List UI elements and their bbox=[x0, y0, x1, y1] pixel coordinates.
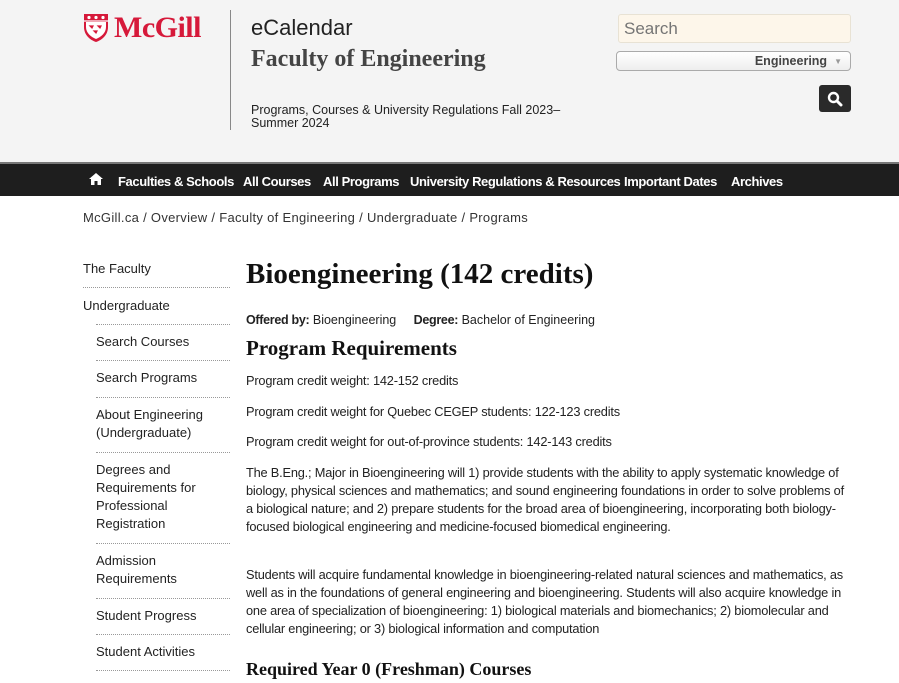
calendar-subtitle: Programs, Courses & University Regulations Fall 2023–Summer 2024 bbox=[251, 103, 561, 130]
nav-all-courses[interactable]: All Courses bbox=[243, 174, 311, 189]
sidebar-item-degrees-requirements[interactable]: Degrees and Requirements for Professional Registration bbox=[96, 462, 196, 531]
sidebar-item-search-programs[interactable]: Search Programs bbox=[96, 370, 198, 385]
faculty-title[interactable]: Faculty of Engineering bbox=[251, 46, 486, 72]
credit-weight: Program credit weight: 142-152 credits bbox=[246, 373, 459, 388]
sidebar-item-student-progress[interactable]: Student Progress bbox=[96, 608, 197, 623]
program-description-1: The B.Eng.; Major in Bioengineering will 1) provide students with the ability to apply systematic knowledge of biology, physical sciences and mathematics; and sound engineering foundations in order to solve problems of a biological nature; and 2) prepare students for the broad area of bioengineering, incorporating both biology-focused biological engineering and medicine-focused biomedical engineering. bbox=[246, 465, 844, 534]
breadcrumb-faculty[interactable]: Faculty of Engineering bbox=[219, 210, 356, 225]
nav-archives[interactable]: Archives bbox=[731, 174, 783, 189]
mcgill-shield-icon bbox=[83, 13, 109, 43]
page-title: Bioengineering (142 credits) bbox=[246, 258, 594, 290]
sidebar-divider bbox=[83, 287, 230, 288]
nav-important-dates[interactable]: Important Dates bbox=[624, 174, 717, 189]
nav-home-link[interactable] bbox=[89, 172, 103, 190]
header-divider bbox=[230, 10, 231, 130]
sidebar-item-about-engineering[interactable]: About Engineering (Undergraduate) bbox=[96, 407, 203, 440]
sidebar-divider bbox=[96, 634, 230, 635]
chevron-down-icon: ▼ bbox=[834, 56, 842, 66]
app-name[interactable]: eCalendar bbox=[251, 15, 353, 40]
sidebar-divider bbox=[96, 324, 230, 325]
breadcrumb-separator: / bbox=[139, 210, 151, 225]
year0-courses-heading: Required Year 0 (Freshman) Courses bbox=[246, 659, 532, 679]
breadcrumb-separator: / bbox=[457, 210, 470, 225]
program-description-2: Students will acquire fundamental knowledge in bioengineering-related natural sciences and mathematics, as well as in the foundations of general engineering and bioengineering. Students will also acquire knowledge in one area of specialization of bioengineering: 1) biological materials and biomechanics; 2) biomolecular and cellular engineering; or 3) biological information and computation bbox=[246, 567, 843, 636]
logo-text: McGill bbox=[114, 11, 201, 44]
scope-select[interactable] bbox=[616, 51, 851, 71]
nav-university-regulations[interactable]: University Regulations & Resources bbox=[410, 174, 621, 189]
degree-label: Degree: bbox=[413, 313, 459, 327]
mcgill-logo[interactable] bbox=[83, 13, 201, 43]
breadcrumb-mcgill[interactable]: McGill.ca bbox=[83, 210, 140, 225]
sidebar-item-admission-requirements[interactable]: Admission Requirements bbox=[96, 553, 177, 586]
sidebar-item-search-courses[interactable]: Search Courses bbox=[96, 334, 190, 349]
search-button[interactable] bbox=[819, 85, 851, 112]
breadcrumb-overview[interactable]: Overview bbox=[150, 210, 208, 225]
search-input[interactable] bbox=[618, 14, 851, 43]
nav-faculties-schools[interactable]: Faculties & Schools bbox=[118, 174, 234, 189]
nav-all-programs[interactable]: All Programs bbox=[323, 174, 400, 189]
scope-select-value: Engineering bbox=[754, 54, 828, 68]
search-icon bbox=[827, 91, 843, 107]
home-icon bbox=[89, 173, 103, 185]
degree-value: Bachelor of Engineering bbox=[461, 313, 596, 327]
sidebar-item-undergraduate[interactable]: Undergraduate bbox=[83, 298, 170, 313]
sidebar-divider bbox=[96, 670, 230, 671]
sidebar-divider bbox=[96, 598, 230, 599]
sidebar-item-the-faculty[interactable]: The Faculty bbox=[83, 261, 151, 276]
breadcrumb-separator: / bbox=[207, 210, 220, 225]
program-requirements-heading: Program Requirements bbox=[246, 336, 457, 360]
breadcrumb-undergraduate[interactable]: Undergraduate bbox=[366, 210, 458, 225]
sidebar-divider bbox=[96, 543, 230, 544]
main-nav bbox=[0, 162, 899, 196]
breadcrumb bbox=[83, 210, 528, 225]
sidebar-item-student-activities[interactable]: Student Activities bbox=[96, 644, 195, 659]
credit-weight-out-of-province: Program credit weight for out-of-province students: 142-143 credits bbox=[246, 434, 612, 449]
offered-by-label: Offered by: bbox=[246, 313, 310, 327]
program-meta bbox=[246, 313, 595, 327]
sidebar-divider bbox=[96, 397, 230, 398]
sidebar-divider bbox=[96, 360, 230, 361]
breadcrumb-programs[interactable]: Programs bbox=[469, 210, 529, 225]
offered-by-value: Bioengineering bbox=[312, 313, 397, 327]
site-header bbox=[0, 0, 899, 162]
breadcrumb-separator: / bbox=[355, 210, 367, 225]
credit-weight-cegep: Program credit weight for Quebec CEGEP students: 122-123 credits bbox=[246, 404, 620, 419]
sidebar-divider bbox=[96, 452, 230, 453]
